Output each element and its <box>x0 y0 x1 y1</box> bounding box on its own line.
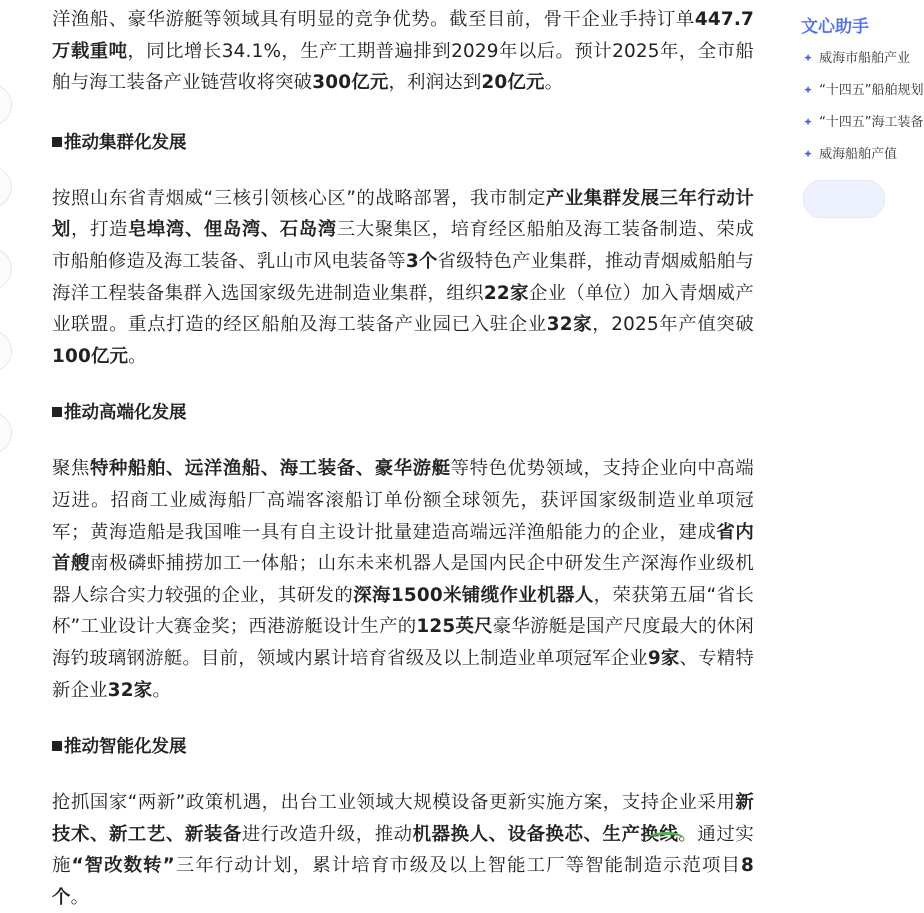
text-run: 豪华游艇是国产尺度最大的休闲海钓玻璃钢游艇。目前，领域内累计培育省级及以上制造业单项冠军企业 <box>52 616 755 669</box>
bold-text: 32家 <box>107 679 153 701</box>
rail-button[interactable] <box>0 412 12 454</box>
bold-text: 100亿元 <box>52 345 129 367</box>
section-heading: 推动高端化发展 <box>52 399 754 427</box>
left-rail <box>0 0 10 839</box>
bold-text: 3个 <box>405 250 438 272</box>
suggestion-item[interactable]: ✦ “十四五”船舶规划 <box>803 83 924 98</box>
decorative-mark <box>648 832 684 845</box>
highend-paragraph <box>52 453 754 706</box>
section-heading: 推动集群化发展 <box>52 129 754 157</box>
intro-paragraph <box>52 4 754 99</box>
text-run: 等特色优势领域，支持企业向中高端迈进。招商工业威海船厂高端客滚船订单份额全球领先，获评国家级制造业单项冠军；黄海造船是我国唯一具有自主设计批量建造高端远洋渔船能力的企业，建成 <box>52 458 754 543</box>
text-run: 三大聚集区，培育经区船舶及海工装备制造、荣成市船舶修造及海工装备、乳山市风电装备等 <box>52 219 754 272</box>
text-run: 。 <box>70 886 90 908</box>
sparkle-icon: ✦ <box>803 147 814 161</box>
bold-text: 300亿元 <box>312 72 389 94</box>
sparkle-icon: ✦ <box>803 115 814 129</box>
bold-text: 20亿元 <box>481 72 545 94</box>
suggestion-item[interactable]: ✦ 威海市船舶产业 <box>803 51 911 66</box>
text-run: 进行改造升级，推动 <box>241 823 413 845</box>
text-run: 南极磷虾捕捞加工一体船；山东未来机器人是国内民企中研发生产深海作业级机器人综合实力较强的企业，其研发的 <box>52 553 754 606</box>
text-run: 。通过实施 <box>52 823 754 877</box>
cluster-paragraph <box>52 183 754 373</box>
assistant-input[interactable] <box>803 180 885 218</box>
rail-button[interactable] <box>0 84 12 126</box>
suggestion-item[interactable]: ✦ 威海船舶产值 <box>803 147 898 162</box>
section-heading: 推动智能化发展 <box>52 733 754 761</box>
text-run: 。 <box>544 72 564 94</box>
text-run: 三年行动计划，累计培育市级及以上智能工厂等智能制造示范项目 <box>174 855 742 877</box>
bold-text: 深海1500米铺缆作业机器人 <box>353 584 594 606</box>
text-run: 、专精特新企业 <box>52 647 754 701</box>
rail-button[interactable] <box>0 330 12 372</box>
bold-text: 产业集群发展三年行动计划 <box>52 187 754 241</box>
bold-text: 特种船舶、远洋渔船、海工装备、豪华游艇 <box>89 458 451 480</box>
bold-text: 9家 <box>647 647 680 669</box>
text-run: 企业（单位）加入青烟威产业联盟。重点打造的经区船舶及海工装备产业园已入驻企业 <box>52 282 755 336</box>
text-run: 省级特色产业集群，推动青烟威船舶与海洋工程装备集群入选国家级先进制造业集群，组织 <box>52 250 754 304</box>
assistant-title: 文心助手 <box>801 17 869 37</box>
square-bullet-icon <box>52 741 62 751</box>
bold-text: 新技术、新工艺、新装备 <box>52 792 754 845</box>
text-run: ，2025年产值突破 <box>592 314 754 336</box>
text-run: ，同比增长34.1%，生产工期普遍排到2029年以后。预计2025年，全市船舶与海工装备产业链营收将突破 <box>52 40 754 94</box>
bold-text: 22家 <box>483 282 529 304</box>
bold-text: 32家 <box>546 314 593 336</box>
text-run: 洋渔船、豪华游艇等领域具有明显的竞争优势。截至目前，骨干企业手持订单 <box>52 9 695 30</box>
bold-text: 8个 <box>52 855 755 908</box>
text-run: 聚焦 <box>52 458 90 480</box>
rail-button[interactable] <box>0 166 12 208</box>
bold-text: 125英尺 <box>416 616 493 638</box>
bold-text: 皂埠湾、俚岛湾、石岛湾 <box>127 219 337 241</box>
assistant-sidebar <box>795 0 924 839</box>
suggestion-item[interactable]: ✦ “十四五”海工装备 <box>803 115 924 130</box>
bold-text: 机器换人、设备换芯、生产换线 <box>412 823 679 845</box>
text-run: 按照山东省青烟威“三核引领核心区”的战略部署，我市制定 <box>52 187 546 209</box>
rail-button[interactable] <box>0 248 12 290</box>
text-run: ，荣获第五届“省长杯”工业设计大赛金奖；西港游艇设计生产的 <box>52 584 754 638</box>
text-run: 抢抓国家“两新”政策机遇，出台工业领域大规模设备更新实施方案，支持企业采用 <box>52 792 736 814</box>
bold-text: 省内首艘 <box>52 521 754 575</box>
sparkle-icon: ✦ <box>803 51 814 65</box>
bold-text: “智改数转” <box>71 855 175 877</box>
square-bullet-icon <box>52 137 62 147</box>
text-run: ，利润达到 <box>388 72 482 94</box>
bold-text: 447.7万载重吨 <box>52 9 754 62</box>
sparkle-icon: ✦ <box>803 83 814 97</box>
text-run: 。 <box>128 345 147 367</box>
text-run: 。 <box>152 679 171 701</box>
square-bullet-icon <box>52 407 62 417</box>
text-run: ，打造 <box>70 219 128 241</box>
article-body <box>52 4 754 913</box>
smart-paragraph <box>52 787 754 913</box>
